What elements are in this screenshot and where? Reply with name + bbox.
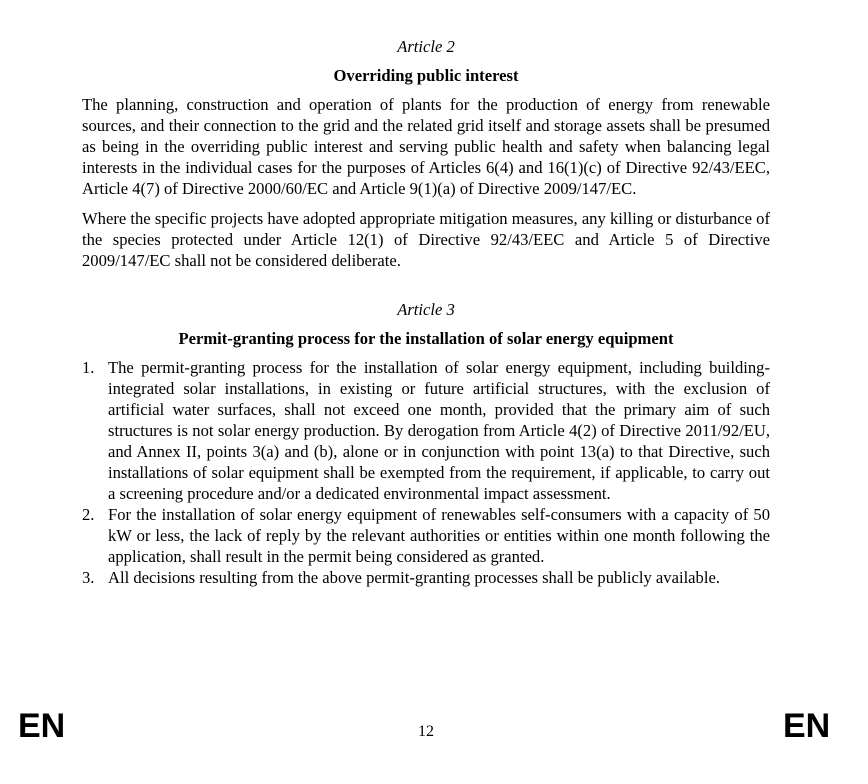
footer-language-right: EN [783, 707, 831, 745]
list-item-text: For the installation of solar energy equipment of renewables self-consumers with a capacity of 50 kW or less, the lack of reply by the relevant authorities or entities within one month following the application, shall result in the permit being considered as granted. [108, 505, 770, 566]
list-item [82, 504, 770, 567]
document-body [82, 36, 770, 588]
list-item-text: The permit-granting process for the installation of solar energy equipment, including building-integrated solar installations, in existing or future artificial structures, with the exclusion of artificial water surfaces, shall not exceed one month, provided that the primary aim of such structures is not solar energy production. By derogation from Article 4(2) of Directive 2011/92/EU, and Annex II, points 3(a) and (b), alone or in conjunction with point 13(a) to that Directive, such installations of solar equipment shall be exempted from the requirement, if applicable, to carry out a screening procedure and/or a dedicated environmental impact assessment. [108, 358, 770, 503]
list-item-number: 3. [82, 568, 95, 587]
list-item [82, 567, 770, 588]
article-2-paragraph-2: Where the specific projects have adopted appropriate mitigation measures, any killing or disturbance of the species protected under Article 12(1) of Directive 92/43/EEC and Article 5 of Directive 2009/147/EC shall not be considered deliberate. [82, 209, 770, 270]
article-3-title: Permit-granting process for the installation of solar energy equipment [178, 329, 674, 348]
page-number: 12 [418, 723, 434, 740]
article-3-number: Article 3 [397, 300, 455, 319]
footer-language-left: EN [18, 707, 66, 745]
article-2-number: Article 2 [397, 37, 455, 56]
list-item-text: All decisions resulting from the above permit-granting processes shall be publicly available. [108, 568, 720, 587]
article-2-paragraph-1: The planning, construction and operation of plants for the production of energy from renewable sources, and their connection to the grid and the related grid itself and storage assets shall be presumed as being in the overriding public interest and serving public health and safety when balancing legal interests in the individual cases for the purposes of Articles 6(4) and 16(1)(c) of Directive 92/43/EEC, Article 4(7) of Directive 2000/60/EC and Article 9(1)(a) of Directive 2009/147/EC. [82, 95, 770, 198]
list-item-number: 1. [82, 358, 95, 377]
list-item [82, 357, 770, 504]
article-2-title: Overriding public interest [333, 66, 519, 85]
article-3-list [82, 357, 770, 588]
list-item-number: 2. [82, 505, 95, 524]
